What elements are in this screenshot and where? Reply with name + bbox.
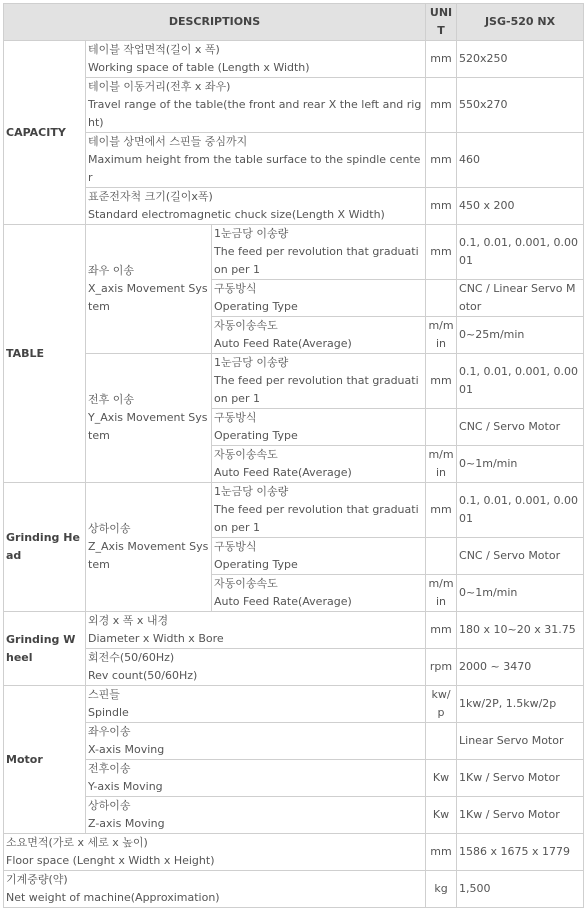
table-category: TABLE — [4, 225, 86, 483]
unit-header: UNIT — [426, 4, 457, 41]
unit-cell: rpm — [426, 649, 457, 686]
spec-desc — [86, 649, 426, 686]
desc-en: Y-axis Moving — [88, 780, 163, 793]
table-row — [4, 871, 584, 908]
grinding-wheel-category: Grinding Wheel — [4, 612, 86, 686]
desc-ko: 전후이송 — [88, 762, 131, 775]
value-cell: 180 x 10~20 x 31.75 — [457, 612, 584, 649]
table-row — [4, 797, 584, 834]
value-cell: 450 x 200 — [457, 188, 584, 225]
unit-cell: kg — [426, 871, 457, 908]
table-row — [4, 41, 584, 78]
value-cell: 460 — [457, 133, 584, 188]
table-row — [4, 686, 584, 723]
unit-cell: kw/p — [426, 686, 457, 723]
axis-group — [86, 483, 212, 612]
unit-cell: m/min — [426, 446, 457, 483]
spec-desc — [86, 188, 426, 225]
desc-en: Rev count(50/60Hz) — [88, 669, 198, 682]
spec-desc — [212, 280, 426, 317]
value-cell: 1,500 — [457, 871, 584, 908]
spec-desc — [212, 483, 426, 538]
table-row — [4, 612, 584, 649]
desc-ko: 테이블 이동거리(전후 x 좌우) — [88, 80, 231, 93]
desc-ko: 구동방식 — [214, 282, 257, 295]
unit-cell: mm — [426, 225, 457, 280]
desc-en: The feed per revolution that graduation per 1 — [214, 245, 419, 276]
desc-en: Spindle — [88, 706, 129, 719]
axis-en: X_axis Movement System — [88, 282, 208, 313]
unit-cell: m/min — [426, 575, 457, 612]
table-row — [4, 483, 584, 538]
desc-ko: 상하이송 — [88, 799, 131, 812]
desc-ko: 1눈금당 이송량 — [214, 356, 289, 369]
value-cell: 1Kw / Servo Motor — [457, 797, 584, 834]
desc-en: Floor space (Lenght x Width x Height) — [6, 854, 215, 867]
unit-cell: Kw — [426, 760, 457, 797]
table-row — [4, 723, 584, 760]
unit-cell: mm — [426, 483, 457, 538]
spec-desc — [4, 871, 426, 908]
desc-ko: 구동방식 — [214, 540, 257, 553]
desc-en: Operating Type — [214, 429, 298, 442]
value-cell: CNC / Linear Servo Motor — [457, 280, 584, 317]
desc-en: Auto Feed Rate(Average) — [214, 337, 352, 350]
desc-en: Diameter x Width x Bore — [88, 632, 224, 645]
unit-cell: Kw — [426, 797, 457, 834]
table-row — [4, 133, 584, 188]
table-row — [4, 188, 584, 225]
value-cell: 0~25m/min — [457, 317, 584, 354]
desc-ko: 1눈금당 이송량 — [214, 227, 289, 240]
table-row — [4, 834, 584, 871]
header-row — [4, 4, 584, 41]
spec-desc — [86, 133, 426, 188]
axis-group — [86, 225, 212, 354]
unit-cell — [426, 409, 457, 446]
desc-en: Standard electromagnetic chuck size(Length X Width) — [88, 208, 385, 221]
spec-desc — [212, 446, 426, 483]
desc-en: The feed per revolution that graduation per 1 — [214, 503, 419, 534]
desc-en: X-axis Moving — [88, 743, 165, 756]
desc-ko: 외경 x 폭 x 내경 — [88, 614, 169, 627]
spec-desc — [86, 797, 426, 834]
desc-ko: 스핀들 — [88, 688, 120, 701]
value-cell: 550x270 — [457, 78, 584, 133]
spec-desc — [86, 723, 426, 760]
spec-desc — [86, 760, 426, 797]
desc-en: Operating Type — [214, 558, 298, 571]
grinding-head-category: Grinding Head — [4, 483, 86, 612]
spec-desc — [86, 41, 426, 78]
spec-desc — [212, 538, 426, 575]
spec-desc — [212, 354, 426, 409]
value-cell: 0.1, 0.01, 0.001, 0.0001 — [457, 225, 584, 280]
unit-cell — [426, 538, 457, 575]
desc-ko: 자동이송속도 — [214, 319, 278, 332]
capacity-category: CAPACITY — [4, 41, 86, 225]
value-cell: 0.1, 0.01, 0.001, 0.0001 — [457, 483, 584, 538]
desc-ko: 표준전자척 크기(길이x폭) — [88, 190, 213, 203]
desc-en: Auto Feed Rate(Average) — [214, 595, 352, 608]
value-cell: 0~1m/min — [457, 575, 584, 612]
spec-desc — [212, 317, 426, 354]
table-row — [4, 354, 584, 409]
spec-desc — [86, 78, 426, 133]
desc-en: Auto Feed Rate(Average) — [214, 466, 352, 479]
desc-ko: 자동이송속도 — [214, 448, 278, 461]
value-cell: 2000 ~ 3470 — [457, 649, 584, 686]
spec-desc — [212, 575, 426, 612]
axis-ko: 좌우 이송 — [88, 264, 135, 277]
spec-table — [3, 3, 584, 908]
unit-cell: mm — [426, 834, 457, 871]
desc-en: Maximum height from the table surface to the spindle center — [88, 153, 421, 184]
axis-group — [86, 354, 212, 483]
spec-desc — [212, 409, 426, 446]
spec-desc — [86, 686, 426, 723]
unit-cell: mm — [426, 41, 457, 78]
value-cell: Linear Servo Motor — [457, 723, 584, 760]
motor-category: Motor — [4, 686, 86, 834]
descriptions-header: DESCRIPTIONS — [4, 4, 426, 41]
desc-en: Z-axis Moving — [88, 817, 165, 830]
desc-en: Operating Type — [214, 300, 298, 313]
value-cell: CNC / Servo Motor — [457, 538, 584, 575]
value-cell: CNC / Servo Motor — [457, 409, 584, 446]
desc-en: Working space of table (Length x Width) — [88, 61, 310, 74]
unit-cell: m/min — [426, 317, 457, 354]
desc-ko: 좌우이송 — [88, 725, 131, 738]
desc-ko: 회전수(50/60Hz) — [88, 651, 175, 664]
desc-ko: 소요면적(가로 x 세로 x 높이) — [6, 836, 148, 849]
table-row — [4, 649, 584, 686]
desc-ko: 기계중량(약) — [6, 873, 68, 886]
unit-cell: mm — [426, 188, 457, 225]
spec-desc — [212, 225, 426, 280]
desc-en: The feed per revolution that graduation per 1 — [214, 374, 419, 405]
spec-desc — [86, 612, 426, 649]
desc-ko: 테이블 상면에서 스핀들 중심까지 — [88, 135, 248, 148]
unit-cell: mm — [426, 133, 457, 188]
value-cell: 0~1m/min — [457, 446, 584, 483]
table-row — [4, 760, 584, 797]
unit-cell: mm — [426, 612, 457, 649]
value-cell: 520x250 — [457, 41, 584, 78]
unit-cell — [426, 723, 457, 760]
axis-en: Z_Axis Movement System — [88, 540, 209, 571]
table-row — [4, 225, 584, 280]
spec-desc — [4, 834, 426, 871]
axis-en: Y_Axis Movement System — [88, 411, 208, 442]
value-cell: 1Kw / Servo Motor — [457, 760, 584, 797]
value-cell: 0.1, 0.01, 0.001, 0.0001 — [457, 354, 584, 409]
unit-cell: mm — [426, 78, 457, 133]
desc-ko: 자동이송속도 — [214, 577, 278, 590]
desc-ko: 구동방식 — [214, 411, 257, 424]
table-row — [4, 78, 584, 133]
axis-ko: 상하이송 — [88, 522, 131, 535]
model-header: JSG-520 NX — [457, 4, 584, 41]
desc-ko: 1눈금당 이송량 — [214, 485, 289, 498]
unit-cell: mm — [426, 354, 457, 409]
value-cell: 1586 x 1675 x 1779 — [457, 834, 584, 871]
unit-cell — [426, 280, 457, 317]
desc-ko: 테이블 작업면적(길이 x 폭) — [88, 43, 220, 56]
desc-en: Net weight of machine(Approximation) — [6, 891, 220, 904]
value-cell: 1kw/2P, 1.5kw/2p — [457, 686, 584, 723]
desc-en: Travel range of the table(the front and rear X the left and right) — [88, 98, 422, 129]
axis-ko: 전후 이송 — [88, 393, 135, 406]
